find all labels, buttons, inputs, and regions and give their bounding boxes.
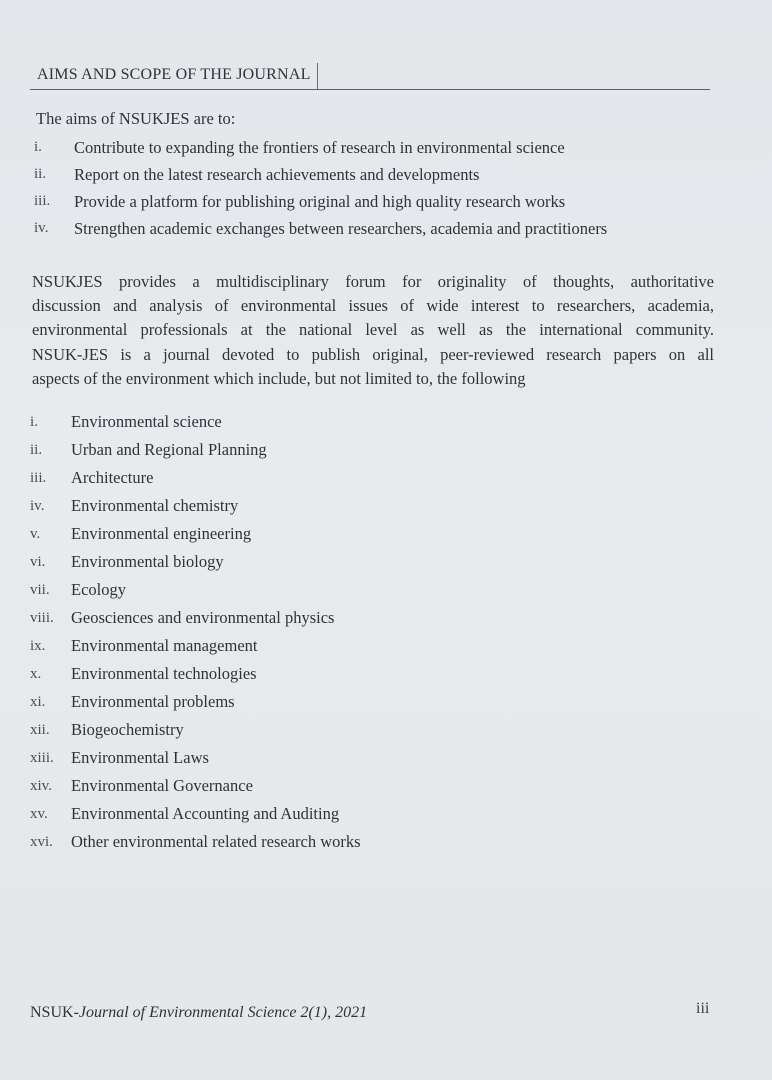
aim-item — [34, 134, 714, 161]
section-title: AIMS AND SCOPE OF THE JOURNAL — [33, 63, 318, 89]
page-number: iii — [696, 1000, 710, 1017]
aim-item — [34, 215, 714, 242]
topic-item — [30, 576, 630, 604]
aim-text: Provide a platform for publishing original and high quality research works — [74, 192, 566, 211]
topic-text: Biogeochemistry — [71, 720, 184, 739]
aims-intro: The aims of NSUKJES are to: — [36, 109, 236, 128]
aim-number: iv. — [34, 220, 49, 236]
topic-number: ii. — [30, 442, 43, 458]
journal-name: Journal of Environmental Science 2(1), 2021 — [78, 1004, 368, 1021]
aim-text: Contribute to expanding the frontiers of research in environmental science — [74, 138, 565, 157]
aim-text: Strengthen academic exchanges between researchers, academia and practitioners — [74, 219, 608, 238]
topic-item — [30, 632, 630, 660]
section-header — [30, 58, 710, 92]
topic-number: iii. — [30, 470, 47, 486]
topic-text: Other environmental related research works — [71, 832, 361, 851]
topic-number: ix. — [30, 638, 46, 654]
topic-text: Environmental chemistry — [71, 496, 239, 515]
topic-text: Environmental Laws — [71, 748, 209, 767]
aim-item — [34, 188, 714, 215]
paragraph-line: environmental professionals at the national level as well as the international community. — [32, 320, 714, 340]
topic-item — [30, 492, 630, 520]
topic-item — [30, 604, 630, 632]
aims-list — [34, 134, 714, 242]
journal-citation — [30, 1002, 367, 1024]
topic-item — [30, 660, 630, 688]
topic-text: Environmental science — [71, 412, 222, 431]
topic-number: xv. — [30, 806, 48, 822]
topic-item — [30, 464, 630, 492]
aim-number: iii. — [34, 193, 51, 209]
aim-item — [34, 161, 714, 188]
topic-item — [30, 744, 630, 772]
topic-item — [30, 800, 630, 828]
topic-number: xiv. — [30, 778, 52, 794]
topic-text: Environmental Accounting and Auditing — [71, 804, 340, 823]
journal-prefix: NSUK- — [30, 1004, 79, 1021]
topic-text: Environmental problems — [71, 692, 235, 711]
topic-number: xi. — [30, 694, 46, 710]
topic-item — [30, 520, 630, 548]
topic-number: xvi. — [30, 834, 53, 850]
topic-text: Urban and Regional Planning — [71, 440, 267, 459]
paragraph-line: NSUKJES provides a multidisciplinary forum for originality of thoughts, authoritative — [32, 272, 714, 291]
topics-list — [30, 408, 630, 856]
topic-item — [30, 408, 630, 436]
topic-item — [30, 716, 630, 744]
topic-number: xii. — [30, 722, 50, 738]
topic-number: vi. — [30, 554, 46, 570]
topic-item — [30, 688, 630, 716]
topic-number: iv. — [30, 498, 45, 514]
header-rule — [30, 89, 710, 90]
aim-text: Report on the latest research achievements and developments — [74, 165, 480, 184]
topic-number: v. — [30, 526, 41, 542]
aim-number: ii. — [34, 166, 47, 182]
topic-text: Geosciences and environmental physics — [71, 608, 335, 627]
topic-item — [30, 436, 630, 464]
topic-text: Architecture — [71, 468, 154, 487]
topic-number: xiii. — [30, 750, 54, 766]
paragraph-line: aspects of the environment which include, but not limited to, the following — [32, 368, 526, 388]
topic-item — [30, 828, 630, 856]
topic-item — [30, 772, 630, 800]
topic-item — [30, 548, 630, 576]
topic-number: viii. — [30, 610, 54, 626]
topic-number: x. — [30, 666, 42, 682]
topic-text: Environmental Governance — [71, 776, 253, 795]
topic-number: vii. — [30, 582, 50, 598]
paragraph-line: discussion and analysis of environmental issues of wide interest to researchers, academia, — [32, 296, 714, 316]
topic-text: Environmental engineering — [71, 524, 252, 543]
scope-paragraph — [32, 270, 714, 391]
aim-number: i. — [34, 139, 42, 155]
topic-text: Ecology — [71, 580, 126, 599]
topic-text: Environmental management — [71, 636, 258, 655]
paragraph-line: NSUK-JES is a journal devoted to publish original, peer-reviewed research papers on all — [32, 344, 714, 364]
topic-text: Environmental biology — [71, 552, 224, 571]
topic-number: i. — [30, 414, 38, 430]
topic-text: Environmental technologies — [71, 664, 257, 683]
